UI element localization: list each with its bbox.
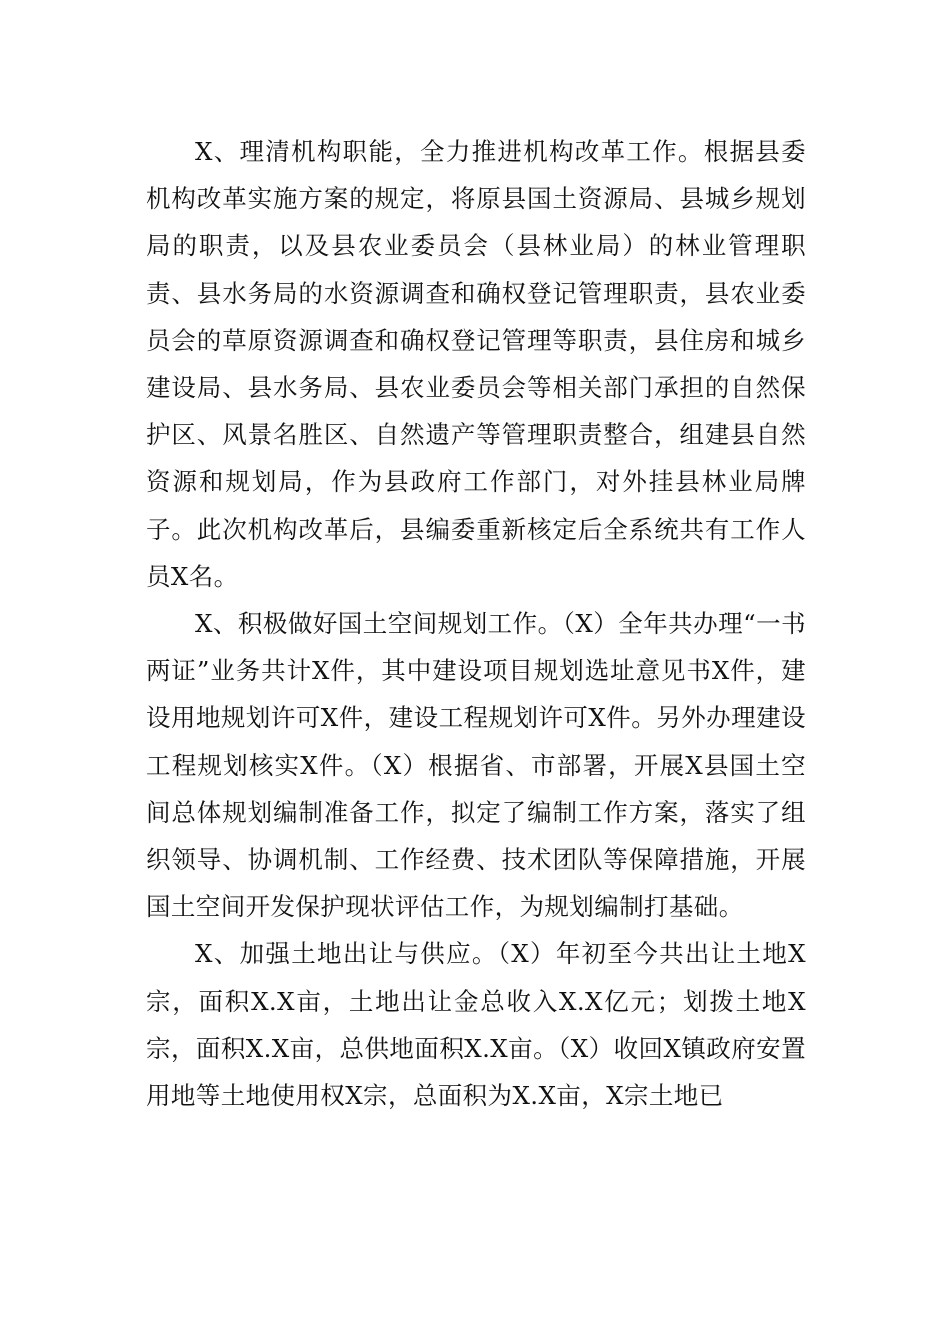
paragraph-spatial-planning: X、积极做好国土空间规划工作。（X）全年共办理“一书两证”业务共计X件，其中建设项目规划选址意见书X件，建设用地规划许可X件，建设工程规划许可X件。另外办理建设工程规划核实X件。（X）根据省、市部署，开展X县国土空间总体规划编制准备工作，拟定了编制工作方案，落实了组织领导、协调机制、工作经费、技术团队等保障措施，开展国土空间开发保护现状评估工作，为规划编制打基础。 xyxy=(146,609,806,922)
paragraph-institutional-reform: X、理清机构职能，全力推进机构改革工作。根据县委机构改革实施方案的规定，将原县国土资源局、县城乡规划局的职责，以及县农业委员会（县林业局）的林业管理职责、县水务局的水资源调查和确权登记管理职责，县农业委员会的草原资源调查和确权登记管理等职责，县住房和城乡建设局、县水务局、县农业委员会等相关部门承担的自然保护区、风景名胜区、自然遗产等管理职责整合，组建县自然资源和规划局，作为县政府工作部门，对外挂县林业局牌子。此次机构改革后，县编委重新核定后全系统共有工作人员X名。 xyxy=(146,137,806,591)
document-page xyxy=(146,128,806,1119)
paragraph-land-supply: X、加强土地出让与供应。（X）年初至今共出让土地X宗，面积X.X亩，土地出让金总收入X.X亿元；划拨土地X宗，面积X.X亩，总供地面积X.X亩。（X）收回X镇政府安置用地等土地使用权X宗，总面积为X.X亩，X宗土地已 xyxy=(146,939,806,1111)
